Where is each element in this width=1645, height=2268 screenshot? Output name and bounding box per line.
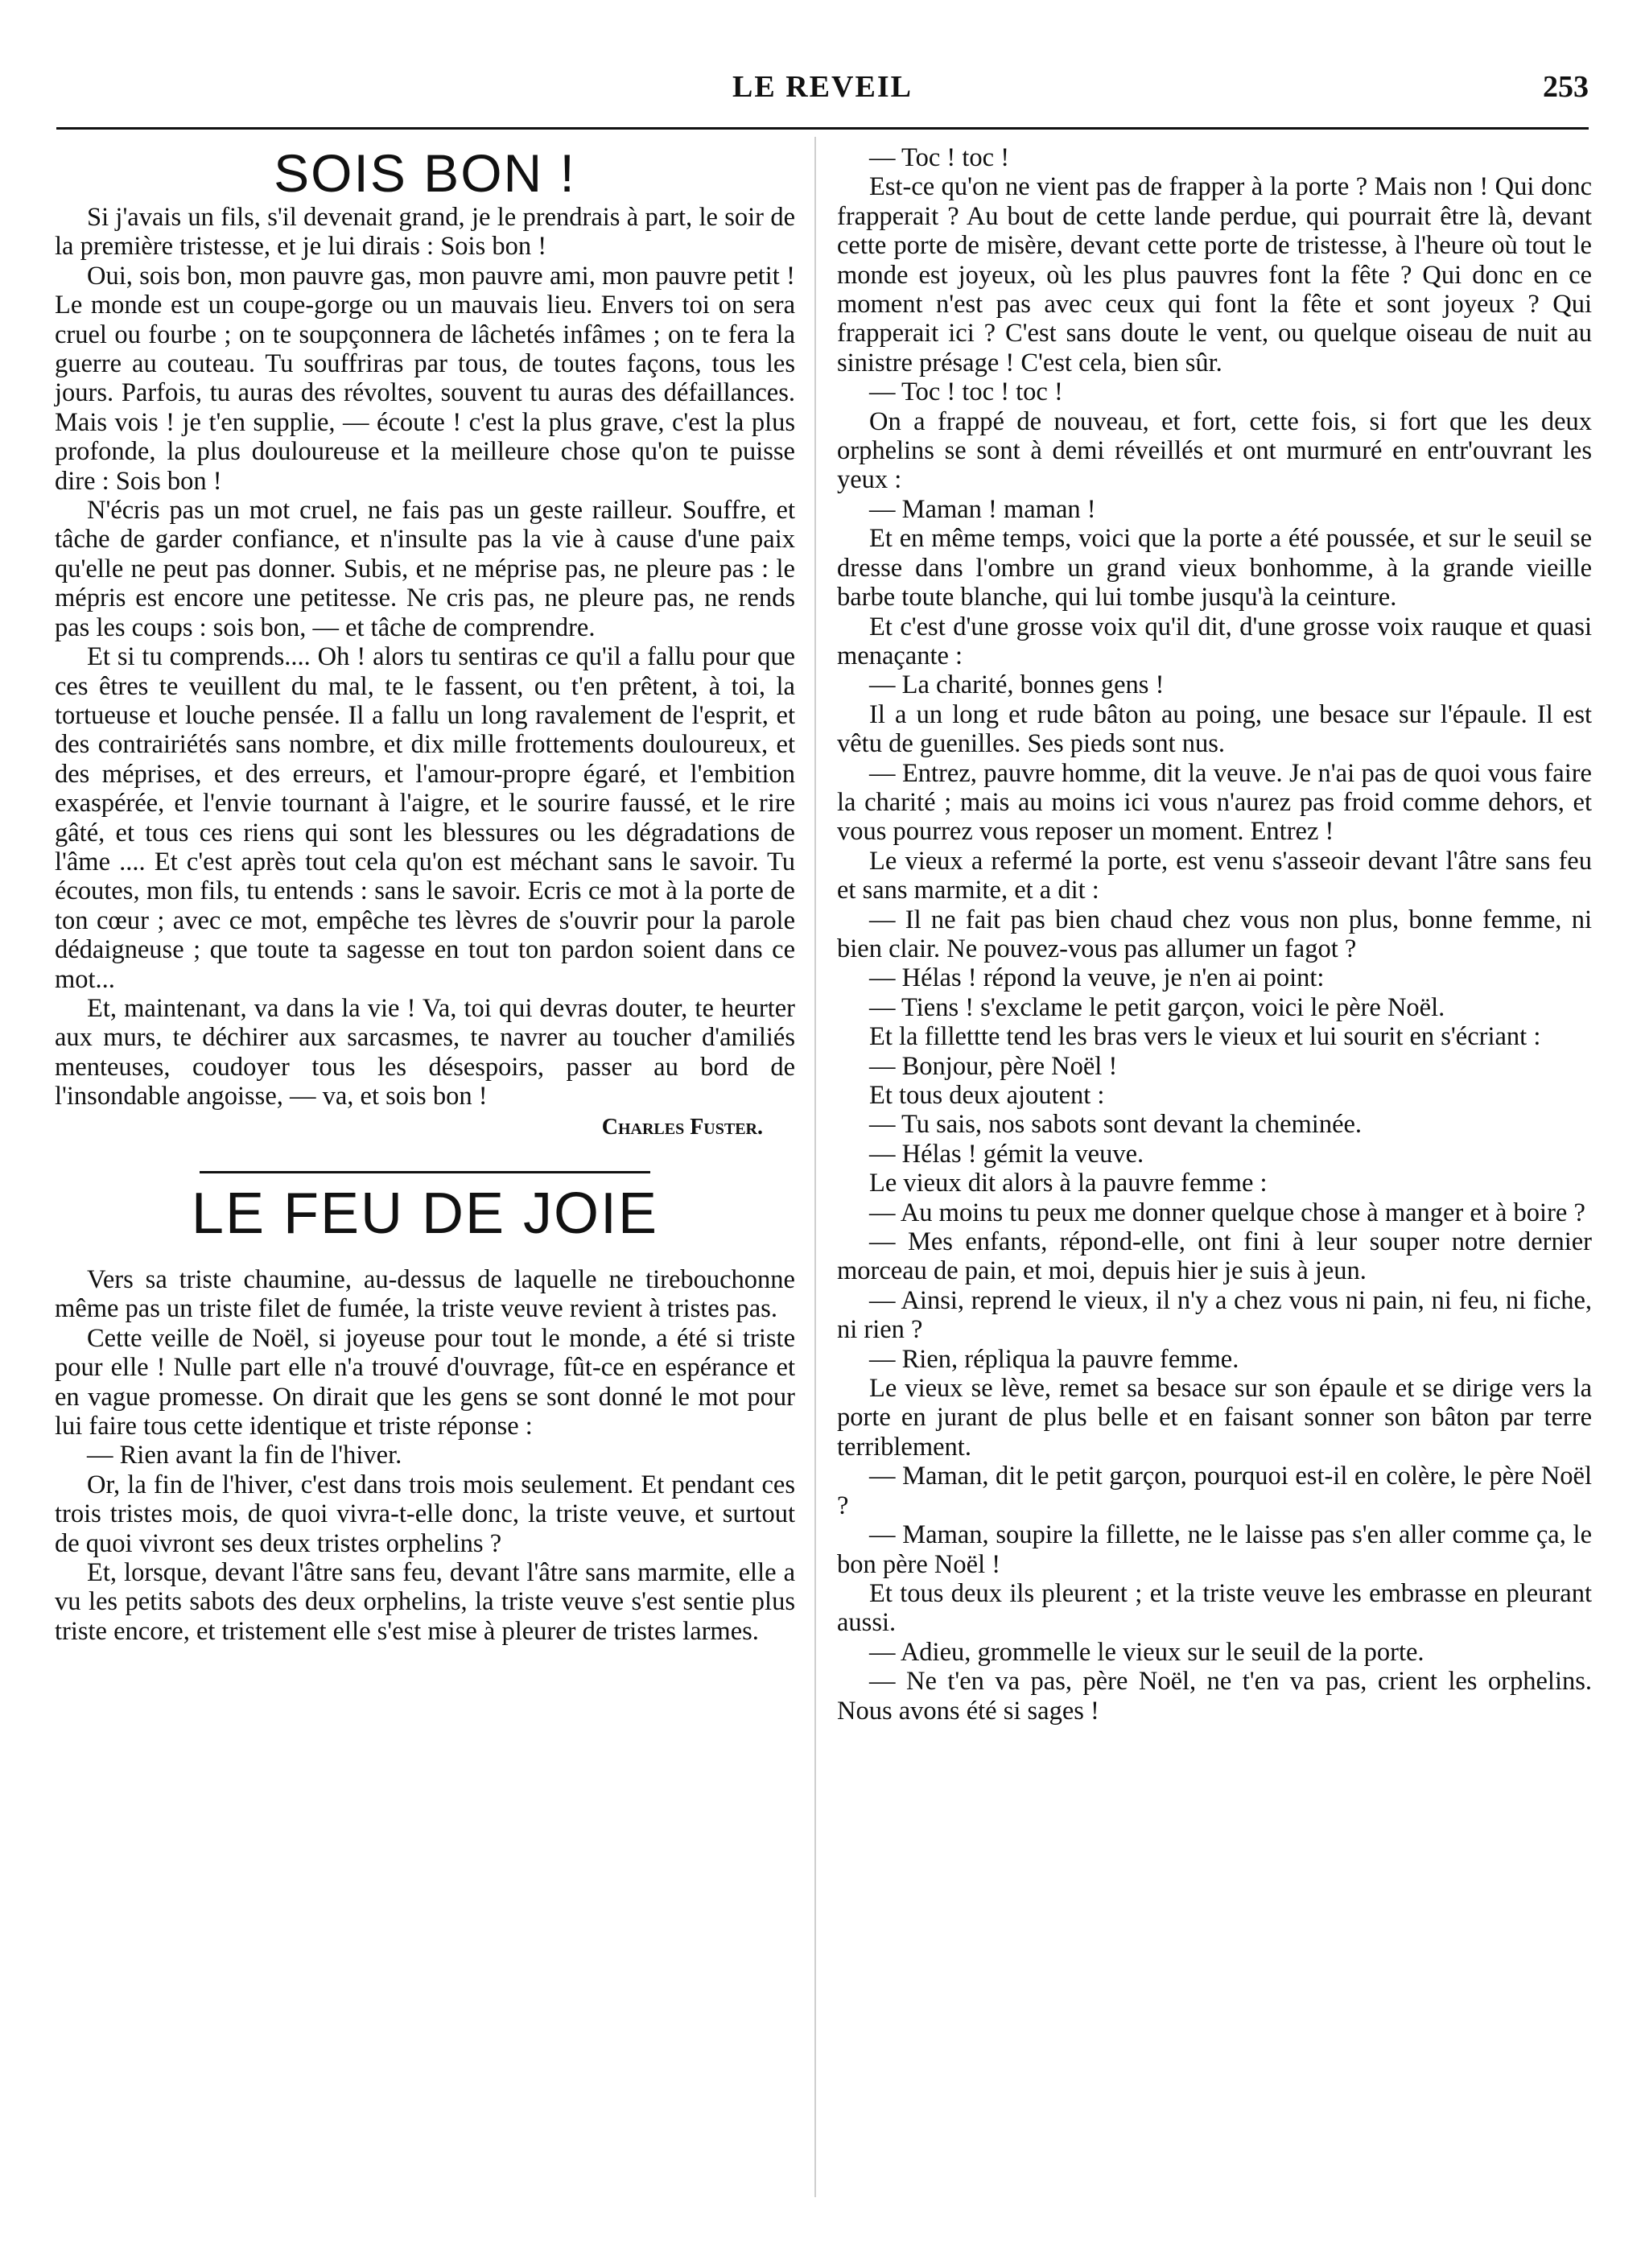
article2-paragraph: Et en même temps, voici que la porte a été poussée, et sur le seuil se dresse dans l'ombre un grand vieux bonhomme, à la grande vieille barbe toute blanche, qui lui tombe jusqu'à la ceinture. [837, 524, 1592, 612]
article2-paragraph: Cette veille de Noël, si joyeuse pour tout le monde, a été si triste pour elle ! Nulle part elle n'a trouvé d'ouvrage, fût-ce en espérance et en vague promesse. On dirait que les gens se sont donné le mot pour lui faire tous cette identique et triste réponse : [55, 1323, 795, 1441]
article2-paragraph: — Entrez, pauvre homme, dit la veuve. Je n'ai pas de quoi vous faire la charité ; mais au moins ici vous n'aurez pas froid comme dehors, et vous pourrez vous reposer un moment. Entrez ! [837, 758, 1592, 847]
page-number: 253 [1543, 70, 1589, 104]
article2-paragraph: Et la fillettte tend les bras vers le vieux et lui sourit en s'écriant : [869, 1022, 1541, 1052]
article2-paragraph: — Au moins tu peux me donner quelque chose à manger et à boire ? [869, 1198, 1585, 1227]
article2-paragraph: — Ainsi, reprend le vieux, il n'y a chez vous ni pain, ni feu, ni fiche, ni rien ? [837, 1285, 1592, 1345]
article1-paragraph: Et si tu comprends.... Oh ! alors tu sentiras ce qu'il a fallu pour que ces êtres te veuillent du mal, te le fassent, ou t'en prêtent, à toi, la tortueuse et louche pensée. Il a fallu un long ravalement de l'esprit, et des contrairiétés sans nombre, et dix mille frottements douloureux, et des méprises, et des erreurs, et l'amour-propre égaré, et l'embition exaspérée, et l'envie tournant à l'aigre, et le sourire faussé, et le rire gâté, et tous ces riens qui sont les blessures ou les dégradations de l'âme .... Et c'est après tout cela qu'on est méchant sans le savoir. Tu écoutes, mon fils, tu entends : sans le savoir. Ecris ce mot à la porte de ton cœur ; avec ce mot, empêche tes lèvres de s'ouvrir pour la parole dédaigneuse ; que toute ta sagesse en tout ton pardon soient dans ce mot... [55, 642, 795, 994]
article1-paragraph: Et, maintenant, va dans la vie ! Va, toi qui devras douter, te heurter aux murs, te déchirer aux sarcasmes, te navrer au toucher d'amiliés menteuses, coudoyer tous les désespoirs, passer au bord de l'insondable angoisse, — va, et sois bon ! [55, 993, 795, 1111]
article2-paragraph: — Adieu, grommelle le vieux sur le seuil de la porte. [869, 1637, 1424, 1667]
article1-paragraph: Si j'avais un fils, s'il devenait grand, je le prendrais à part, le soir de la première tristesse, et je lui dirais : Sois bon ! [55, 203, 795, 262]
article1-signature: Charles Fuster. [601, 1114, 763, 1140]
right-column [837, 143, 1592, 1726]
article2-paragraph: — Ne t'en va pas, père Noël, ne t'en va pas, crient les orphelins. Nous avons été si sages ! [837, 1667, 1592, 1726]
article2-paragraph: Et tous deux ils pleurent ; et la triste veuve les embrasse en pleurant aussi. [837, 1578, 1592, 1638]
article2-paragraph: Or, la fin de l'hiver, c'est dans trois mois seulement. Et pendant ces trois tristes mois, de quoi vivra-t-elle donc, la triste veuve, et surtout de quoi vivront ses deux tristes orphelins ? [55, 1470, 795, 1558]
article1-paragraph: Oui, sois bon, mon pauvre gas, mon pauvre ami, mon pauvre petit ! Le monde est un coupe-gorge ou un mauvais lieu. Envers toi on sera cruel ou fourbe ; on te soupçonnera de lâchetés infâmes ; on te fera la guerre au couteau. Tu souffriras par tous, de toutes façons, tous les jours. Parfois, tu auras des révoltes, souvent tu auras des défaillances. Mais vois ! je t'en supplie, — écoute ! c'est la plus grave, c'est la plus profonde, la plus douloureuse et la meilleure chose qu'on te puisse dire : Sois bon ! [55, 261, 795, 496]
article-title-feu-de-joie: LE FEU DE JOIE [191, 1181, 659, 1246]
article2-paragraph: Le vieux dit alors à la pauvre femme : [869, 1169, 1268, 1198]
article2-paragraph: — Rien avant la fin de l'hiver. [87, 1441, 402, 1470]
article2-paragraph: Et c'est d'une grosse voix qu'il dit, d'une grosse voix rauque et quasi menaçante : [837, 612, 1592, 670]
article2-paragraph: — Hélas ! répond la veuve, je n'en ai point: [869, 963, 1325, 993]
article2-paragraph: Il a un long et rude bâton au poing, une besace sur l'épaule. Il est vêtu de guenilles. Ses pieds sont nus. [837, 699, 1592, 759]
header-rule [56, 127, 1589, 130]
article2-paragraph: Est-ce qu'on ne vient pas de frapper à la porte ? Mais non ! Qui donc frapperait ? Au bout de cette lande perdue, qui pourrait être là, devant cette porte de misère, devant cette porte de tristesse, à l'heure où tout le monde est joyeux, où les plus pauvres font la fête ? Qui donc en ce moment n'est pas avec ceux qui font la fête et sont joyeux ? Qui frapperait ici ? C'est sans doute le vent, ou quelque oiseau de nuit au sinistre présage ! C'est cela, bien sûr. [837, 172, 1592, 377]
article2-paragraph: — Mes enfants, répond-elle, ont fini à leur souper notre dernier morceau de pain, et moi, depuis hier je suis à jeun. [837, 1227, 1592, 1286]
article2-paragraph: — Toc ! toc ! [869, 143, 1010, 172]
article2-paragraph: Le vieux a refermé la porte, est venu s'asseoir devant l'âtre sans feu et sans marmite, et a dit : [837, 846, 1592, 905]
running-title: LE REVEIL [732, 70, 913, 104]
article2-paragraph: — Tu sais, nos sabots sont devant la cheminée. [869, 1110, 1363, 1140]
article-title-sois-bon: SOIS BON ! [274, 143, 576, 203]
article2-paragraph: — Hélas ! gémit la veuve. [869, 1139, 1144, 1169]
article2-paragraph: Le vieux se lève, remet sa besace sur son épaule et se dirige vers la porte en jurant de plus belle et en faisant sonner son bâton par terre terriblement. [837, 1374, 1592, 1462]
article2-paragraph: — Tiens ! s'exclame le petit garçon, voici le père Noël. [869, 992, 1445, 1022]
article2-paragraph: — Bonjour, père Noël ! [869, 1051, 1118, 1081]
column-divider [814, 137, 816, 2197]
article2-paragraph: Et, lorsque, devant l'âtre sans feu, devant l'âtre sans marmite, elle a vu les petits sabots des deux orphelins, la triste veuve s'est sentie plus triste encore, et tristement elle s'est mise à pleurer de tristes larmes. [55, 1558, 795, 1646]
section-rule [200, 1171, 650, 1173]
article2-paragraph: — Rien, répliqua la pauvre femme. [869, 1344, 1239, 1374]
article2-paragraph: Et tous deux ajoutent : [869, 1081, 1105, 1110]
article1-paragraph: N'écris pas un mot cruel, ne fais pas un geste railleur. Souffre, et tâche de garder confiance, et n'insulte pas la vie à cause d'une paix qu'elle ne peut pas donner. Subis, et ne méprise pas, ne pleure pas : le mépris est encore une petitesse. Ne cris pas, ne pleure pas, ne rends pas les coups : sois bon, — et tâche de comprendre. [55, 496, 795, 642]
article2-paragraph: — Maman ! maman ! [869, 494, 1096, 524]
article2-paragraph: — Maman, soupire la fillette, ne le laisse pas s'en aller comme ça, le bon père Noël ! [837, 1520, 1592, 1579]
left-column [55, 143, 795, 1646]
article2-paragraph: — Toc ! toc ! toc ! [869, 377, 1063, 407]
article2-paragraph: — Il ne fait pas bien chaud chez vous non plus, bonne femme, ni bien clair. Ne pouvez-vous pas allumer un fagot ? [837, 905, 1592, 963]
article2-paragraph: — La charité, bonnes gens ! [869, 670, 1165, 700]
article2-paragraph: On a frappé de nouveau, et fort, cette fois, si fort que les deux orphelins se sont à demi réveillés et ont murmuré en entr'ouvrant les yeux : [837, 406, 1592, 495]
article2-paragraph: Vers sa triste chaumine, au-dessus de laquelle ne tirebouchonne même pas un triste filet de fumée, la triste veuve revient à tristes pas. [55, 1265, 795, 1324]
page-header [56, 63, 1589, 111]
article2-paragraph: — Maman, dit le petit garçon, pourquoi est-il en colère, le père Noël ? [837, 1462, 1592, 1520]
